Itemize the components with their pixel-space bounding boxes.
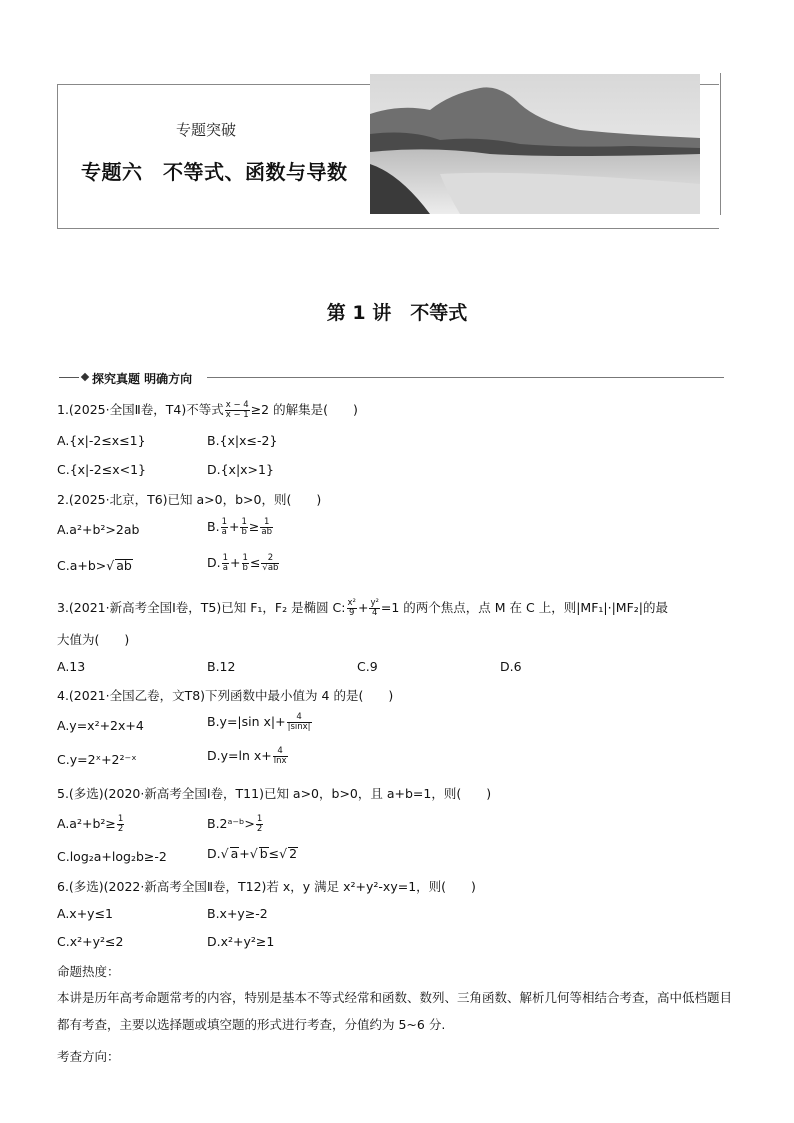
q4-option-c: C.y=2ˣ+2²⁻ˣ (57, 752, 137, 767)
header-eyebrow: 专题突破 (176, 121, 237, 139)
q1-option-b: B.{x|x≤-2} (207, 433, 278, 448)
heat-body: 本讲是历年高考命题常考的内容，特别是基本不等式经常和函数、数列、三角函数、解析几何等相结合考查，高中低档题目都有考查，主要以选择题或填空题的形式进行考查，分值约为 5~6 分. (57, 990, 733, 1032)
q2-option-d: D. $\frac{1}{a}$ + $\frac{1}{b}$ ≤ $\frac{2}{√ab}$ (207, 553, 279, 573)
q1-stem: 1.(2025·全国Ⅱ卷，T4)不等式 $\frac{x - 4}{x - 1}$ ≥2 的解集是( ) (57, 400, 358, 420)
q2-stem: 2.(2025·北京，T6)已知 a>0，b>0，则( ) (57, 492, 322, 507)
q6-option-c: C.x²+y²≤2 (57, 934, 124, 949)
q6-option-d: D.x²+y²≥1 (207, 934, 275, 949)
q4-stem: 4.(2021·全国乙卷，文T8)下列函数中最小值为 4 的是( ) (57, 688, 394, 703)
heat-heading: 命题热度： (57, 964, 120, 979)
section-label: 探究真题 明确方向 (92, 370, 196, 387)
q3-option-d: D.6 (500, 659, 522, 674)
direction-heading: 考查方向： (57, 1049, 120, 1064)
q1-fraction: $\frac{x - 4}{x - 1}$ (225, 400, 249, 420)
q2-option-b: B. $\frac{1}{a}$ + $\frac{1}{b}$ ≥ $\frac{1}{ab}$ (207, 517, 272, 537)
q4-option-d: D.y=ln x+ $\frac{4}{\ln x}$ (207, 746, 287, 766)
q4-option-b: B.y=|sin x|+ $\frac{4}{|\sin x|}$ (207, 712, 311, 732)
q1-option-c: C.{x|-2≤x<1} (57, 462, 146, 477)
q6-stem: 6.(多选)(2022·新高考全国Ⅱ卷，T12)若 x，y 满足 x²+y²-xy=1，则( ) (57, 879, 476, 894)
q4-option-a: A.y=x²+2x+4 (57, 718, 144, 733)
q5-option-b: B.2ᵃ⁻ᵇ> $\frac{1}{2}$ (207, 814, 263, 834)
q5-option-d: D.√ a+√ b≤√ 2 (207, 846, 298, 861)
q3-stem: 3.(2021·新高考全国Ⅰ卷，T5)已知 F₁，F₂ 是椭圆 C: $\frac{\text{x²}}{9}$ + $\frac{\text{y²}}{4}$ =1 的两个焦点，点 M 在 C 上，则|MF₁|·|MF₂|的最 (57, 598, 669, 618)
q2-option-c: C.a+b>√ ab (57, 558, 132, 573)
q6-option-a: A.x+y≤1 (57, 906, 113, 921)
diamond-icon (81, 373, 89, 381)
q3-option-c: C.9 (357, 659, 378, 674)
q5-option-a: A.a²+b²≥ $\frac{1}{2}$ (57, 814, 124, 834)
q5-stem: 5.(多选)(2020·新高考全国Ⅰ卷，T11)已知 a>0，b>0，且 a+b=1，则( ) (57, 786, 492, 801)
q3-option-a: A.13 (57, 659, 86, 674)
q6-option-b: B.x+y≥-2 (207, 906, 268, 921)
lecture-title: 第 1 讲 不等式 (326, 302, 468, 324)
header-title: 专题六 不等式、函数与导数 (81, 160, 348, 184)
q3-stem-cont: 大值为( ) (57, 632, 130, 647)
landscape-image (370, 74, 700, 214)
q1-option-d: D.{x|x>1} (207, 462, 274, 477)
q2-option-a: A.a²+b²>2ab (57, 522, 140, 537)
section-header (57, 370, 724, 386)
q5-option-c: C.log₂a+log₂b≥-2 (57, 849, 167, 864)
q3-option-b: B.12 (207, 659, 236, 674)
q1-option-a: A.{x|-2≤x≤1} (57, 433, 146, 448)
